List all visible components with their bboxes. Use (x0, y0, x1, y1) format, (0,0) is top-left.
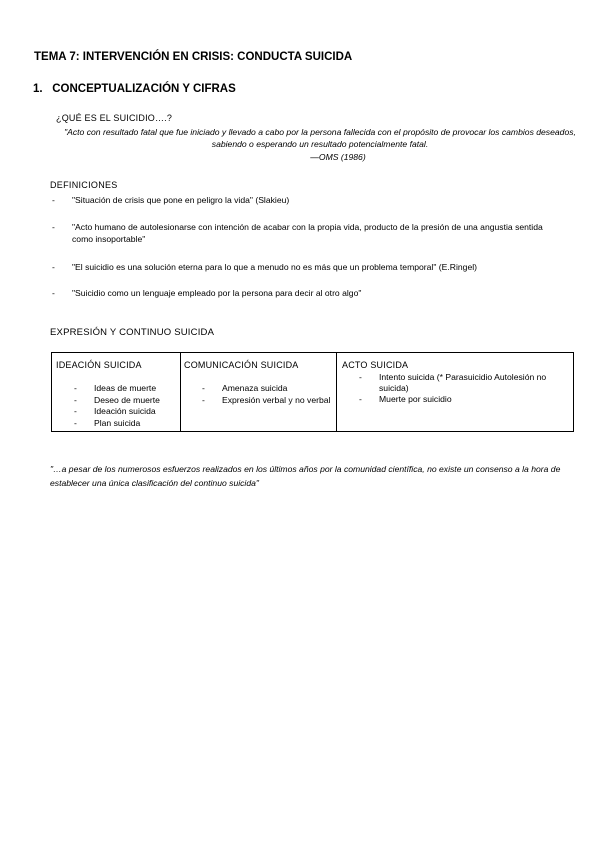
closing-quote: "…a pesar de los numerosos esfuerzos realizados en los últimos años por la comunidad científica, no existe un consenso a la hora de establecer una única clasificación del continuo suicida" (50, 464, 561, 488)
definition-text: "Acto humano de autolesionarse con intención de acabar con la propia vida, producto de la presión de una angustia sentida como insoportable" (72, 222, 543, 244)
column-header: ACTO SUICIDA (342, 360, 409, 370)
bullet-dash: - (52, 222, 55, 232)
column-header: IDEACIÓN SUICIDA (56, 360, 142, 370)
bullet-dash: - (52, 262, 55, 272)
section-heading (33, 83, 236, 95)
table-column-ideation: IDEACIÓN SUICIDA - Ideas de muerte - Deseo de muerte - Ideación suicida - Plan suicida (52, 353, 181, 431)
table-column-communication: COMUNICACIÓN SUICIDA - Amenaza suicida - Expresión verbal y no verbal (180, 353, 337, 431)
definitions-title: DEFINICIONES (50, 180, 118, 190)
section-number: 1. (33, 83, 43, 95)
definition-text: "El suicidio es una solución eterna para lo que a menudo no es más que un problema temporal" (E.Ringel) (72, 262, 477, 272)
column-header: COMUNICACIÓN SUICIDA (184, 360, 299, 370)
table-column-act: ACTO SUICIDA - Intento suicida (* Parasuicidio Autolesión no suicida) - Muerte por suicidio (342, 360, 547, 404)
expression-title: EXPRESIÓN Y CONTINUO SUICIDA (50, 327, 215, 338)
quote-source: —OMS (1986) (310, 152, 366, 162)
document-title: TEMA 7: INTERVENCIÓN EN CRISIS: CONDUCTA SUICIDA (34, 51, 353, 63)
bullet-dash: - (52, 195, 55, 205)
suicidal-continuum-table (51, 352, 574, 432)
definition-text: "Suicidio como un lenguaje empleado por la persona para decir al otro algo" (72, 288, 362, 298)
bullet-dash: - (52, 288, 55, 298)
oms-quote: "Acto con resultado fatal que fue iniciado y llevado a cabo por la persona fallecida con el propósito de provocar los cambios deseados, sabiendo o esperando un resultado potencialmente fatal. (64, 127, 576, 149)
section-title: CONCEPTUALIZACIÓN Y CIFRAS (52, 83, 236, 95)
question-heading: ¿QUÉ ES EL SUICIDIO….? (56, 113, 173, 123)
definition-text: "Situación de crisis que pone en peligro la vida" (Slakieu) (72, 195, 290, 205)
